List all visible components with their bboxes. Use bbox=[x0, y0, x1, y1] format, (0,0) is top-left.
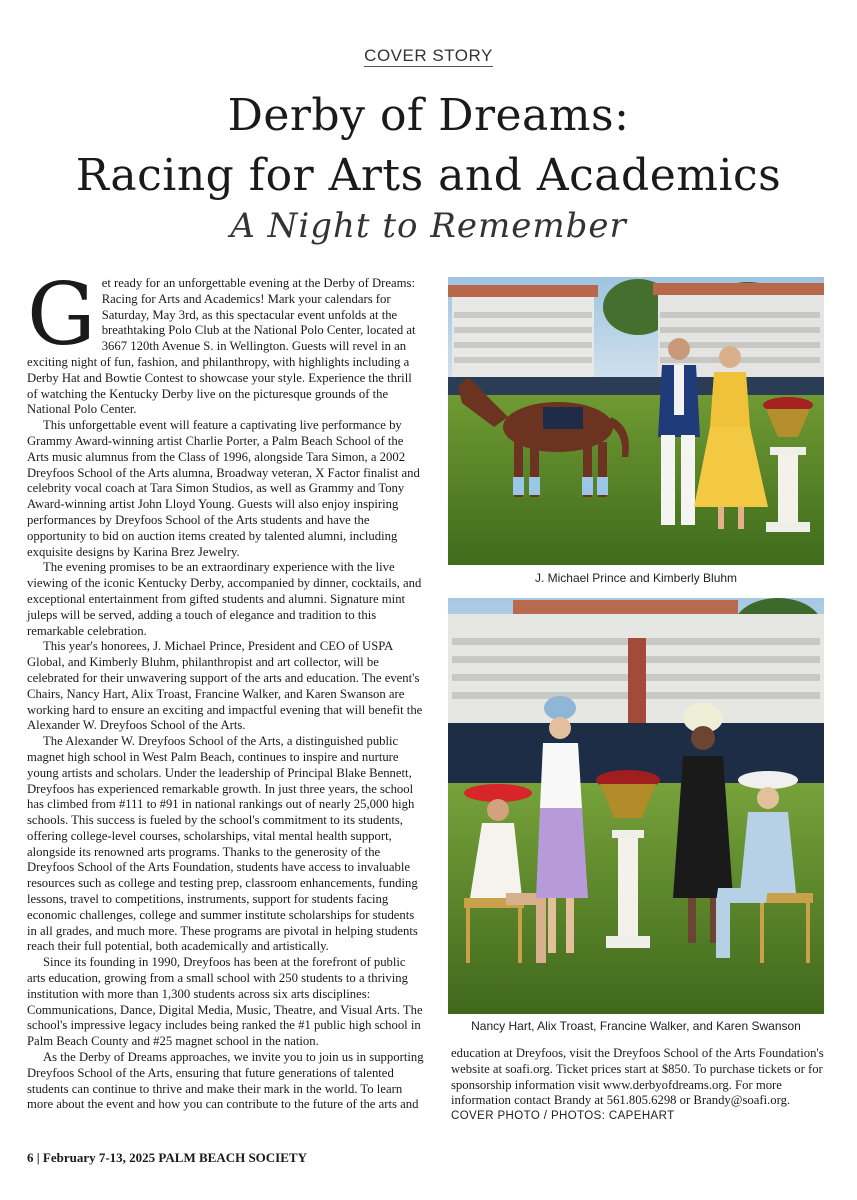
photo-event-chairs-illustration bbox=[448, 598, 824, 1014]
paragraph-4: This year's honorees, J. Michael Prince, President and CEO of USPA Global, and Kimberly Bluhm, philanthropist and art collector, will be celebrated for their unwavering support of the arts and education. The event's Chairs, Nancy Hart, Alix Troast, Francine Walker, and Karen Swanson are working hard to ensure an exciting and impactful evening that will benefit the Alexander W. Dreyfoos School of the Arts. bbox=[27, 639, 423, 733]
paragraph-7: As the Derby of Dreams approaches, we invite you to join us in supporting Dreyfoos School of the Arts, ensuring that future generations of talented students can continue to thrive and make their mark in the world. To learn more about the event and how you can contribute to the future of the arts and bbox=[27, 1050, 424, 1112]
publication-name: PALM BEACH SOCIETY bbox=[158, 1150, 307, 1165]
photo-credit: COVER PHOTO / PHOTOS: CAPEHART bbox=[451, 1110, 675, 1122]
article-continuation: education at Dreyfoos, visit the Dreyfoos School of the Arts Foundation's website at soafi.org. Ticket prices start at $850. To purchase tickets or for sponsorship information visit www.derbyofdreams.org. For more information contact Brandy at 561.805.6298 or Brandy@soafi.org. bbox=[451, 1046, 824, 1108]
photo-event-chairs bbox=[448, 598, 824, 1014]
section-label-text: COVER STORY bbox=[364, 46, 493, 65]
page-number: 6 bbox=[27, 1150, 34, 1165]
subhead-script: A Night to Remember bbox=[230, 206, 627, 246]
section-label bbox=[0, 46, 857, 66]
paragraph-1 bbox=[27, 265, 424, 418]
paragraph-2: This unforgettable event will feature a captivating live performance by Grammy Award-winning artist Charlie Porter, a Palm Beach School of the Arts music alumnus from the Class of 1996, alongside Tara Simon, a 2002 Dreyfoos School of the Arts alumna, Broadway veteran, X Factor finalist and celebrity vocal coach at Tara Simon Studios, as well as Grammy and Tony Award-winning artist John Lloyd Young. Guests will also enjoy inspiring performances by Dreyfoos School of the Arts students and have the opportunity to bid on auction items created by talented alumni, including exquisite designs by Karina Brez Jewelry. bbox=[27, 418, 420, 559]
photo-prince-bluhm-illustration bbox=[448, 277, 824, 565]
page-footer bbox=[27, 1150, 307, 1166]
article-body bbox=[27, 265, 424, 1113]
issue-date: February 7-13, 2025 bbox=[42, 1150, 156, 1165]
drop-cap: G bbox=[27, 265, 96, 365]
headline-line-2: Racing for Arts and Academics bbox=[75, 150, 782, 201]
paragraph-6: Since its founding in 1990, Dreyfoos has been at the forefront of public arts education, growing from a small school with 250 students to a thriving institution with more than 1,300 students across six arts disciplines: Communications, Dance, Digital Media, Music, Theatre, and Visual Arts. The school's impressive legacy includes being ranked the #1 public high school in Palm Beach County and #25 magnet school in the nation. bbox=[27, 955, 423, 1049]
photo-2-caption: Nancy Hart, Alix Troast, Francine Walker, and Karen Swanson bbox=[471, 1019, 801, 1033]
paragraph-3: The evening promises to be an extraordinary experience with the live viewing of the iconic Kentucky Derby, accompanied by dinner, cocktails, and exceptional entertainment from gifted students and alumni. Signature mint juleps will be served, adding a touch of elegance and tradition to this remarkable celebration. bbox=[27, 560, 422, 638]
photo-1-caption: J. Michael Prince and Kimberly Bluhm bbox=[534, 571, 738, 585]
photo-prince-bluhm bbox=[448, 277, 824, 565]
footer-separator: | bbox=[36, 1150, 40, 1165]
paragraph-1-text: et ready for an unforgettable evening at the Derby of Dreams: Racing for Arts and Academics! Mark your calendars for Saturday, May 3rd, as this spectacular event unfolds at the breathtaking Polo Club at the National Polo Center, located at 3667 120th Avenue S. in Wellington. Guests will revel in an exciting night of fun, fashion, and philanthropy, with highlights including a Derby Hat and Bowtie Contest to showcase your style. Experience the thrill of watching the Kentucky Derby live on the picturesque grounds of the National Polo Center. bbox=[27, 276, 416, 417]
paragraph-5: The Alexander W. Dreyfoos School of the Arts, a distinguished public magnet high school in West Palm Beach, continues to inspire and nurture young artists and scholars. Under the leadership of Principal Blake Bennett, Dreyfoos has experienced remarkable growth. In just three years, the school has climbed from #111 to #91 in national rankings out of nearly 25,000 high schools. This success is fueled by the school's commitment to its students, offering college-level courses, scholarships, vital mental health support, alongside its renowned arts programs. Thanks to the generosity of the Dreyfoos School of the Arts Foundation, students have access to invaluable resources such as college and testing prep, classroom enhancements, funding lessons, travel to competitions, instruments, support for students facing economic challenges, college and summer institute scholarships for students in all grades, and much more. These programs are pivotal in helping students reach their full potential, both academically and artistically. bbox=[27, 734, 418, 954]
headline-line-1: Derby of Dreams: bbox=[227, 90, 630, 141]
